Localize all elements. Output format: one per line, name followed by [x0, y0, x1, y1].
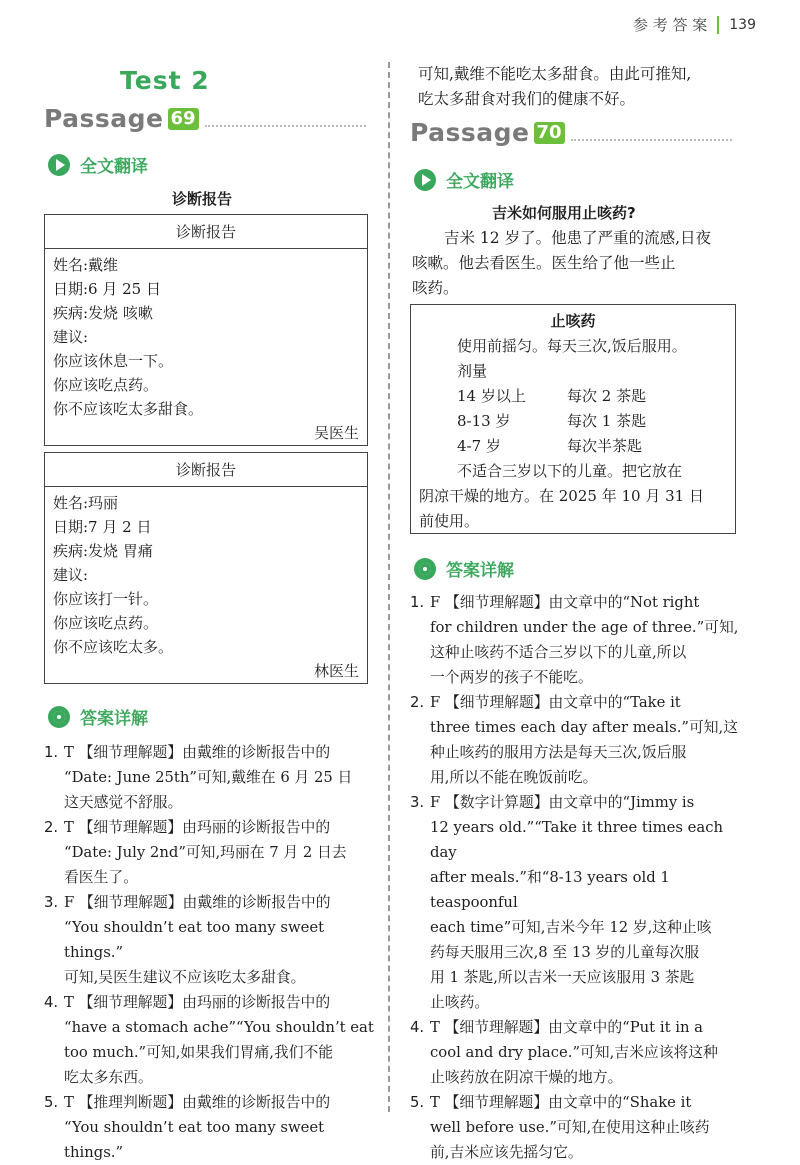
- answer-number: 5.: [410, 1094, 425, 1111]
- answer-number: 1.: [410, 594, 425, 611]
- translation-heading-left: 全文翻译: [48, 152, 148, 177]
- answer-number: 4.: [410, 1019, 425, 1036]
- answer-item: 1. F 【细节理解题】由文章中的“Not right for children under the age of three.”可知, 这种止咳药不适合三岁以下的儿童,所以 一个两岁的孩子不能吃。: [410, 590, 746, 690]
- story-title: 吉米如何服用止咳药?: [492, 204, 636, 222]
- medicine-title: 止咳药: [550, 312, 596, 330]
- play-icon: [414, 169, 436, 191]
- passage-number: 70: [534, 122, 565, 144]
- answer-item: 2. F 【细节理解题】由文章中的“Take it three times each day after meals.”可知,这 种止咳药的服用方法是每天三次,饭后服 用,所以不能在晚饭前吃。: [410, 690, 746, 790]
- answer-icon: [414, 558, 436, 580]
- report-2-line: 你应该打一针。: [53, 590, 159, 608]
- report-1-head: 诊断报告: [45, 215, 367, 249]
- report-2-head: 诊断报告: [45, 453, 367, 487]
- report-1-line: 你应该吃点药。: [53, 376, 159, 394]
- report-1-doctor: 吴医生: [313, 424, 359, 442]
- dosage-label: 剂量: [457, 362, 488, 380]
- report-1-line: 疾病:发烧 咳嗽: [53, 304, 153, 322]
- answer-item: 5. T 【细节理解题】由文章中的“Shake it well before use.”可知,在使用这种止咳药 前,吉米应该先摇匀它。: [410, 1090, 746, 1165]
- answer-item: 4. T 【细节理解题】由文章中的“Put it in a cool and dry place.”可知,吉米应该将这种 止咳药放在阴凉干燥的地方。: [410, 1015, 746, 1090]
- answers-list-right: [410, 590, 746, 1165]
- diagnosis-report-1: [44, 214, 368, 446]
- answer-number: 2.: [44, 819, 59, 836]
- answer-item: 1. T 【细节理解题】由戴维的诊断报告中的 “Date: June 25th”可知,戴维在 6 月 25 日 这天感觉不舒服。: [44, 740, 374, 815]
- diagnosis-report-2: [44, 452, 368, 684]
- answers-list-left: [44, 740, 374, 1165]
- answer-number: 1.: [44, 744, 59, 761]
- answer-number: 4.: [44, 994, 59, 1011]
- page-header: [633, 14, 756, 35]
- answer-item: 2. T 【细节理解题】由玛丽的诊断报告中的 “Date: July 2nd”可知,玛丽在 7 月 2 日去 看医生了。: [44, 815, 374, 890]
- passage-70-heading: [410, 118, 732, 147]
- dotted-rule: [205, 125, 366, 127]
- report-2-line: 姓名:玛丽: [53, 494, 119, 512]
- report-1-line: 你不应该吃太多甜食。: [53, 400, 204, 418]
- medicine-note: 前使用。: [419, 512, 480, 530]
- answer-item: 3. F 【细节理解题】由戴维的诊断报告中的 “You shouldn’t eat too many sweet things.” 可知,吴医生建议不应该吃太多甜食。: [44, 890, 374, 990]
- report-1-line: 日期:6 月 25 日: [53, 280, 161, 298]
- report-1-line: 姓名:戴维: [53, 256, 119, 274]
- medicine-note: 不适合三岁以下的儿童。把它放在: [457, 462, 683, 480]
- dotted-rule: [571, 139, 732, 141]
- answers-heading-right: 答案详解: [414, 556, 514, 581]
- passage-number: 69: [168, 108, 199, 130]
- continued-text: 可知,戴维不能吃太多甜食。由此可推知, 吃太多甜食对我们的健康不好。: [418, 65, 692, 108]
- section-label: 参 考 答 案: [632, 16, 708, 34]
- answer-number: 5.: [44, 1094, 59, 1111]
- report-1-line: 你应该休息一下。: [53, 352, 174, 370]
- answer-item: 3. F 【数字计算题】由文章中的“Jimmy is 12 years old.”“Take it three times each day after meals.”和“8-13 years old 1 teaspoonful each time”可知,吉米今年 12 岁,这种止咳 药每天服用三次,8 至 13 岁的儿童每次服 用 1 茶匙,所以吉米一天应该服用 3 茶匙 止咳药。: [410, 790, 746, 1015]
- passage-word: Passage: [44, 104, 164, 133]
- translation-heading-right: 全文翻译: [414, 167, 514, 192]
- medicine-usage: 使用前摇匀。每天三次,饭后服用。: [457, 337, 687, 355]
- report-2-doctor: 林医生: [313, 662, 359, 680]
- passage-69-heading: [44, 104, 366, 133]
- report-1-line: 建议:: [53, 328, 89, 346]
- answer-icon: [48, 706, 70, 728]
- answers-heading-left: 答案详解: [48, 704, 148, 729]
- dosage-row: 4-7 岁 每次半茶匙: [457, 437, 643, 455]
- answer-number: 2.: [410, 694, 425, 711]
- answer-number: 3.: [44, 894, 59, 911]
- answer-number: 3.: [410, 794, 425, 811]
- cough-medicine-label: [410, 304, 736, 534]
- header-divider: [717, 16, 719, 34]
- report-2-line: 疾病:发烧 胃痛: [53, 542, 153, 560]
- passage-word: Passage: [410, 118, 530, 147]
- dosage-row: 14 岁以上 每次 2 茶匙: [457, 387, 647, 405]
- dosage-row: 8-13 岁 每次 1 茶匙: [457, 412, 647, 430]
- answer-item: 5. T 【推理判断题】由戴维的诊断报告中的 “You shouldn’t eat too many sweet things.”: [44, 1090, 374, 1165]
- column-divider: [388, 62, 390, 1112]
- report-2-line: 建议:: [53, 566, 89, 584]
- answer-item: 4. T 【细节理解题】由玛丽的诊断报告中的 “have a stomach ache”“You shouldn’t eat too much.”可知,如果我们胃痛,我们不能 吃太多东西。: [44, 990, 374, 1090]
- page-number: 139: [729, 16, 756, 33]
- report-2-line: 日期:7 月 2 日: [53, 518, 152, 536]
- report-2-line: 你不应该吃太多。: [53, 638, 174, 656]
- play-icon: [48, 154, 70, 176]
- report-title: 诊断报告: [172, 190, 233, 208]
- test-title: Test 2: [120, 66, 210, 95]
- medicine-note: 阴凉干燥的地方。在 2025 年 10 月 31 日: [419, 487, 704, 505]
- story-text: 吉米 12 岁了。他患了严重的流感,日夜 咳嗽。他去看医生。医生给了他一些止 咳药。: [412, 229, 712, 297]
- report-2-line: 你应该吃点药。: [53, 614, 159, 632]
